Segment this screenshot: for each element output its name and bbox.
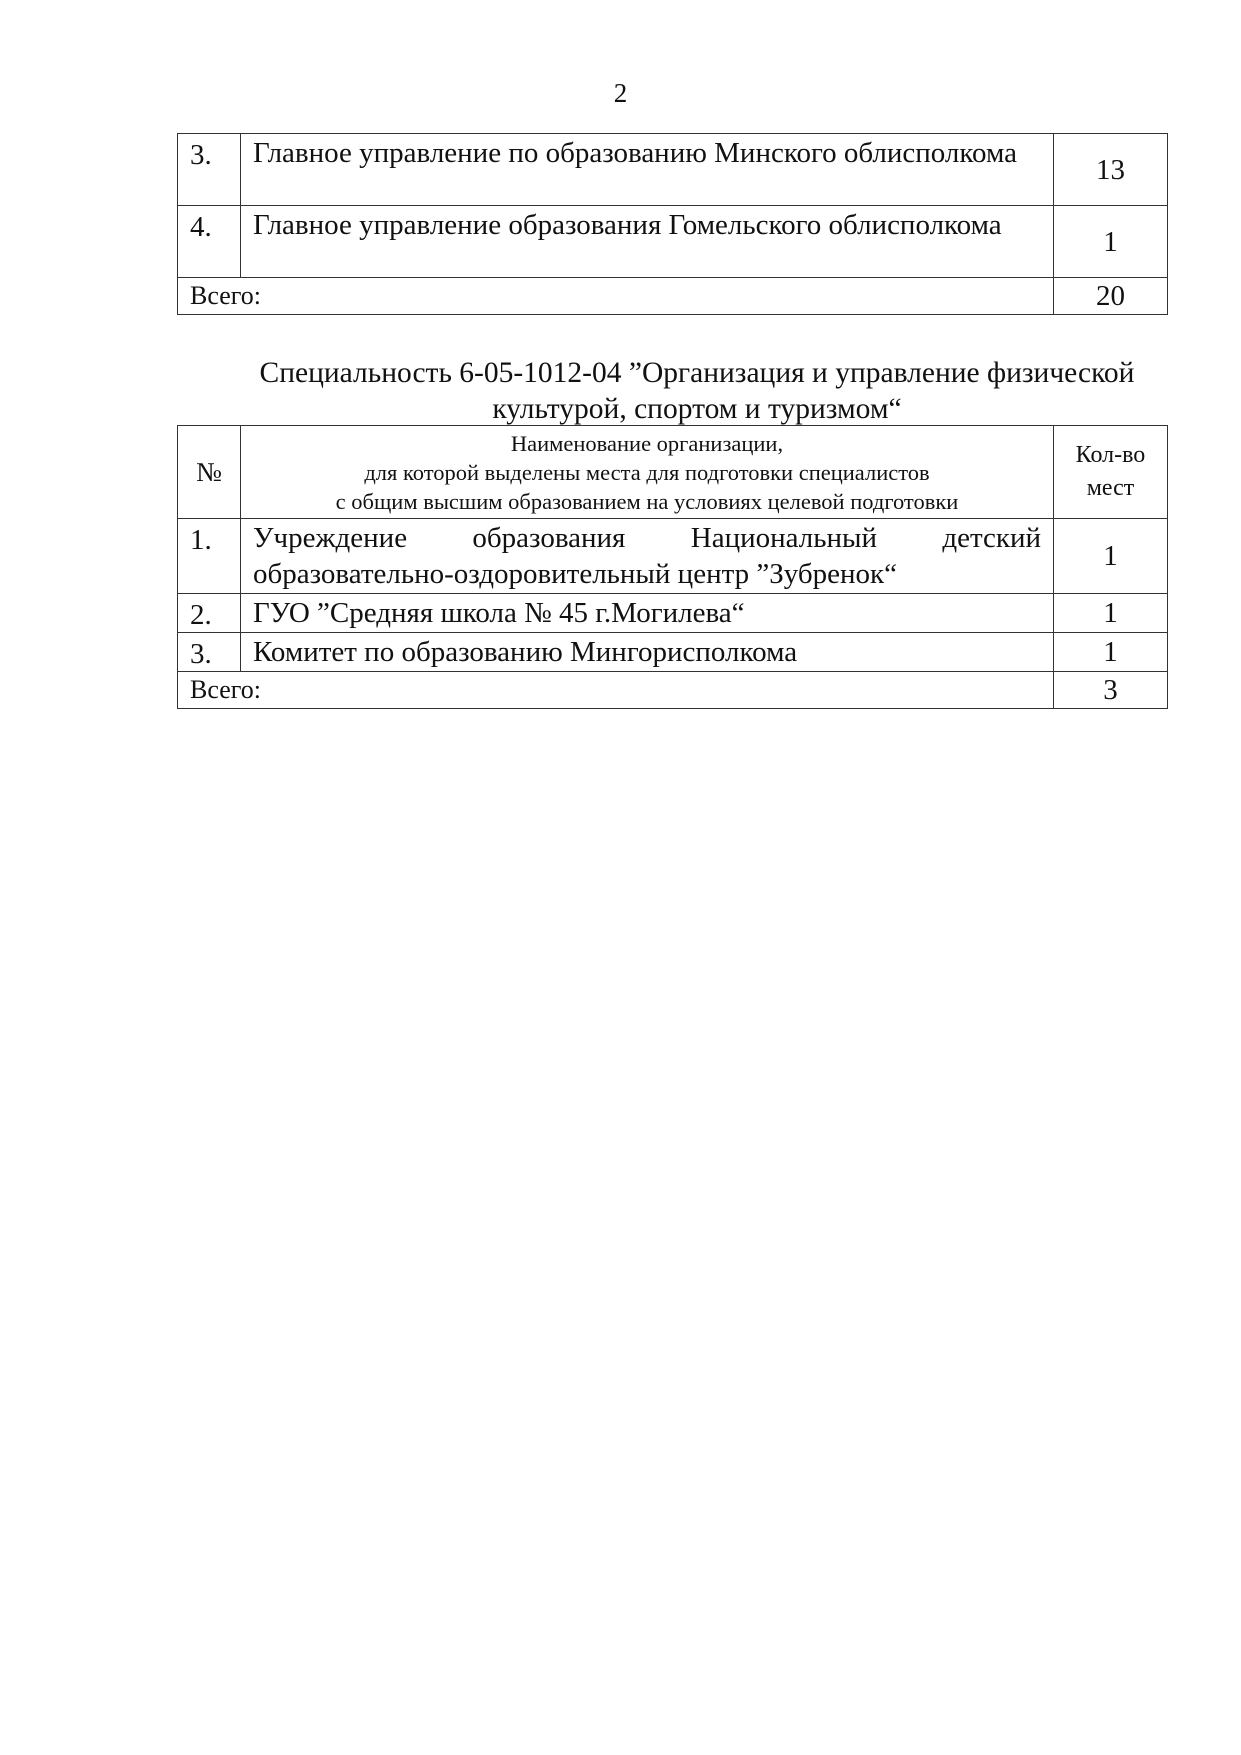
section-title-line-1: Специальность 6-05-1012-04 ”Организация и управление физической (259, 357, 1135, 389)
table-row (178, 633, 1168, 672)
header-number: № (178, 426, 241, 519)
table-row (178, 519, 1168, 594)
table-row (178, 134, 1168, 206)
header-organization-line-1: Наименование организации, (510, 430, 784, 456)
header-organization-line-3: с общим высшим образованием на условиях целевой подготовки (335, 488, 959, 514)
total-row (178, 672, 1168, 709)
organization-name: Главное управление по образованию Минского облисполкома (241, 134, 1054, 206)
total-value: 3 (1054, 672, 1168, 709)
total-label: Всего: (178, 278, 1054, 315)
total-label: Всего: (178, 672, 1054, 709)
table-header-row (178, 426, 1168, 519)
places-count: 1 (1054, 594, 1168, 633)
places-count: 1 (1054, 519, 1168, 594)
allocation-table (177, 425, 1168, 709)
places-count: 13 (1054, 134, 1168, 206)
header-places (1054, 426, 1168, 519)
organization-name: Учреждение образования Национальный детский образовательно-оздоровительный центр ”Зубренок“ (241, 519, 1054, 594)
table-row (178, 594, 1168, 633)
header-places-line-1: Кол-во (1075, 442, 1146, 468)
page-number: 2 (613, 78, 628, 108)
header-places-line-2: мест (1086, 475, 1135, 501)
places-count: 1 (1054, 633, 1168, 672)
organization-name: ГУО ”Средняя школа № 45 г.Могилева“ (241, 594, 1054, 633)
table-row (178, 206, 1168, 278)
row-number: 3. (178, 134, 241, 206)
row-number: 4. (178, 206, 241, 278)
total-value: 20 (1054, 278, 1168, 315)
row-number: 1. (178, 519, 241, 594)
organization-name: Комитет по образованию Мингорисполкома (241, 633, 1054, 672)
row-number: 3. (178, 633, 241, 672)
row-number: 2. (178, 594, 241, 633)
total-row (178, 278, 1168, 315)
places-count: 1 (1054, 206, 1168, 278)
organization-name: Главное управление образования Гомельского облисполкома (241, 206, 1054, 278)
header-organization-line-2: для которой выделены места для подготовки специалистов (364, 459, 930, 485)
section-title (177, 355, 1217, 427)
header-organization (241, 426, 1054, 519)
allocation-table-continued (177, 133, 1168, 315)
section-title-line-2: культурой, спортом и туризмом“ (492, 393, 902, 425)
